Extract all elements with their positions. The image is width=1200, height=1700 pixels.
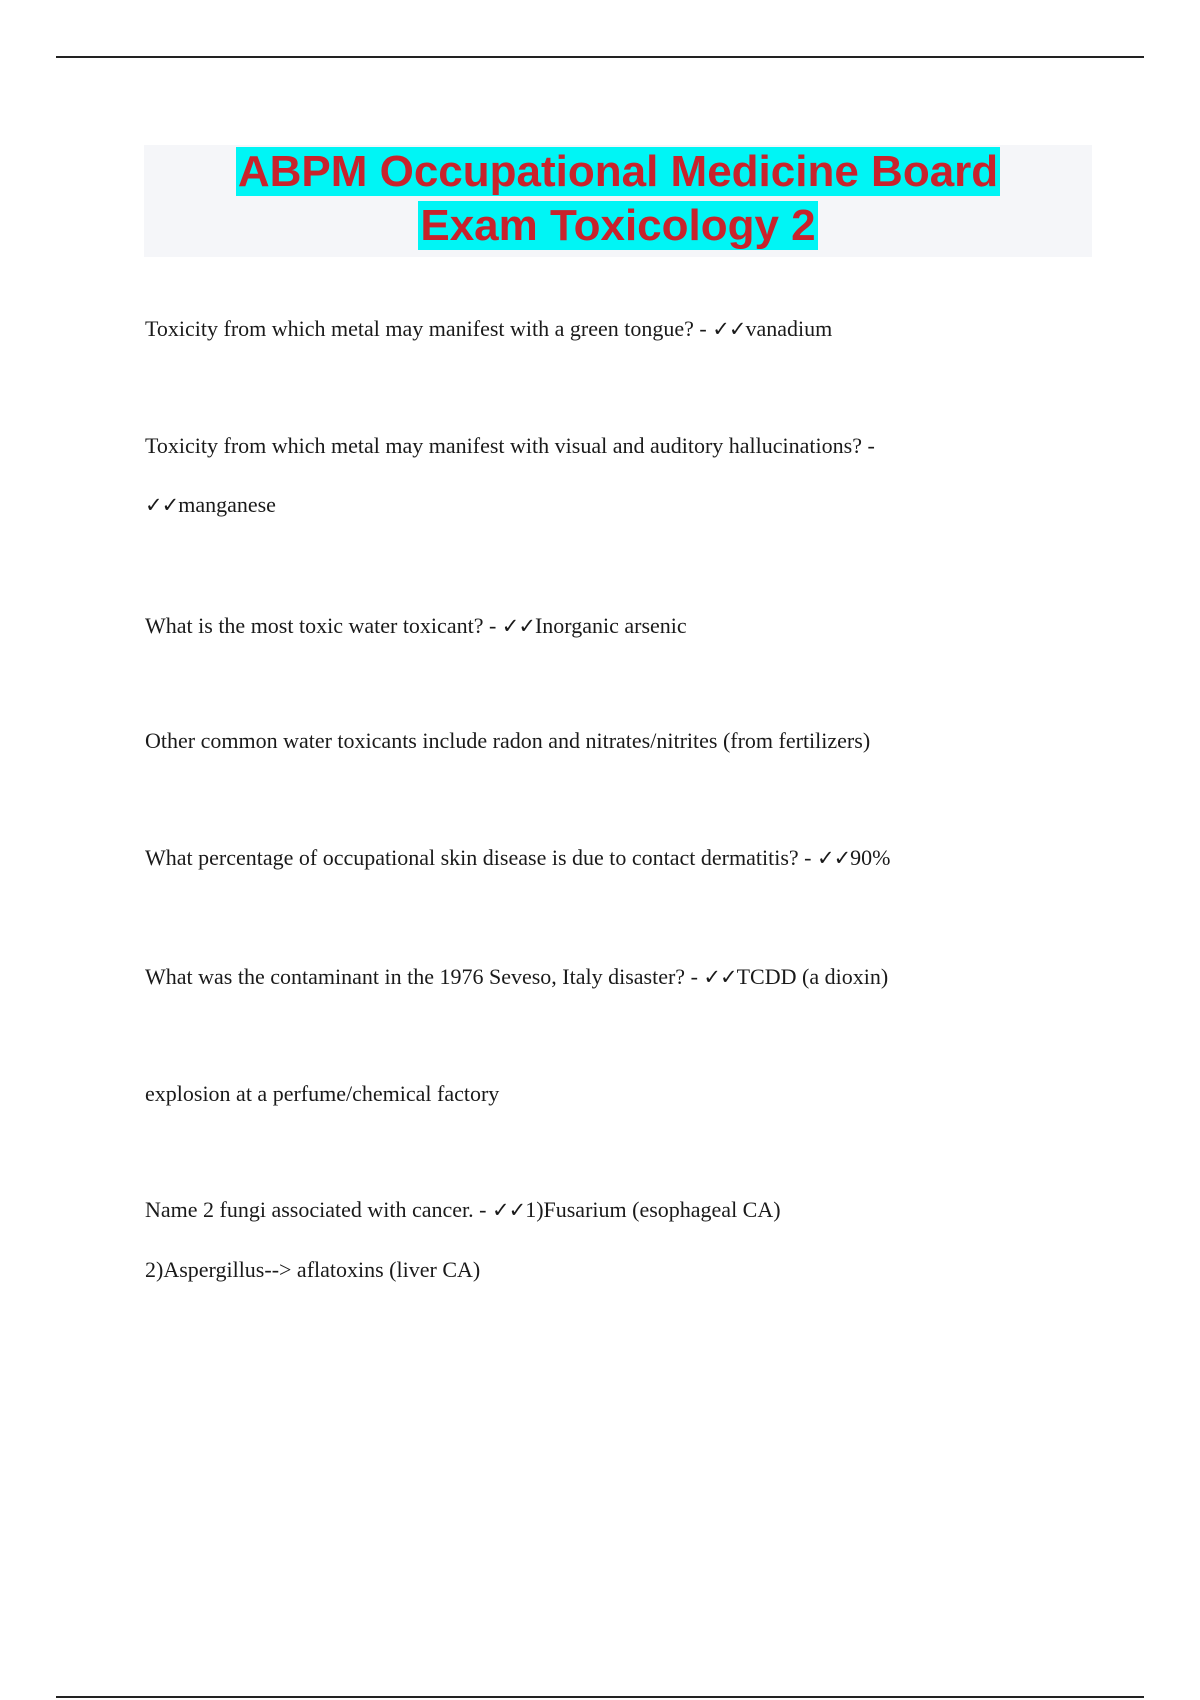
qa-line: ✓✓manganese bbox=[145, 492, 276, 517]
document-title-line-2: Exam Toxicology 2 bbox=[420, 201, 816, 250]
document-title-line-1: ABPM Occupational Medicine Board bbox=[237, 147, 999, 196]
title-band bbox=[144, 145, 1092, 257]
double-check-icon: ✓✓ bbox=[491, 1198, 526, 1222]
qa-line: Name 2 fungi associated with cancer. - ✓✓1)Fusarium (esophageal CA) bbox=[145, 1197, 781, 1222]
double-check-icon: ✓✓ bbox=[501, 614, 535, 638]
double-check-icon: ✓✓ bbox=[816, 846, 851, 870]
bottom-rule bbox=[56, 1696, 1144, 1698]
qa-line: What percentage of occupational skin disease is due to contact dermatitis? - ✓✓90% bbox=[145, 845, 891, 870]
top-rule bbox=[56, 56, 1144, 58]
qa-line: 2)Aspergillus--> aflatoxins (liver CA) bbox=[145, 1257, 481, 1282]
qa-line: Other common water toxicants include radon and nitrates/nitrites (from fertilizers) bbox=[145, 728, 871, 753]
qa-line: explosion at a perfume/chemical factory bbox=[145, 1081, 500, 1106]
double-check-icon: ✓✓ bbox=[712, 317, 746, 341]
double-check-icon: ✓✓ bbox=[145, 493, 179, 517]
qa-line: Toxicity from which metal may manifest with a green tongue? - ✓✓vanadium bbox=[145, 316, 833, 341]
qa-line: Toxicity from which metal may manifest with visual and auditory hallucinations? - bbox=[145, 433, 875, 458]
double-check-icon: ✓✓ bbox=[703, 965, 737, 989]
qa-line: What is the most toxic water toxicant? - ✓✓Inorganic arsenic bbox=[145, 613, 687, 638]
qa-line: What was the contaminant in the 1976 Seveso, Italy disaster? - ✓✓TCDD (a dioxin) bbox=[145, 964, 889, 989]
